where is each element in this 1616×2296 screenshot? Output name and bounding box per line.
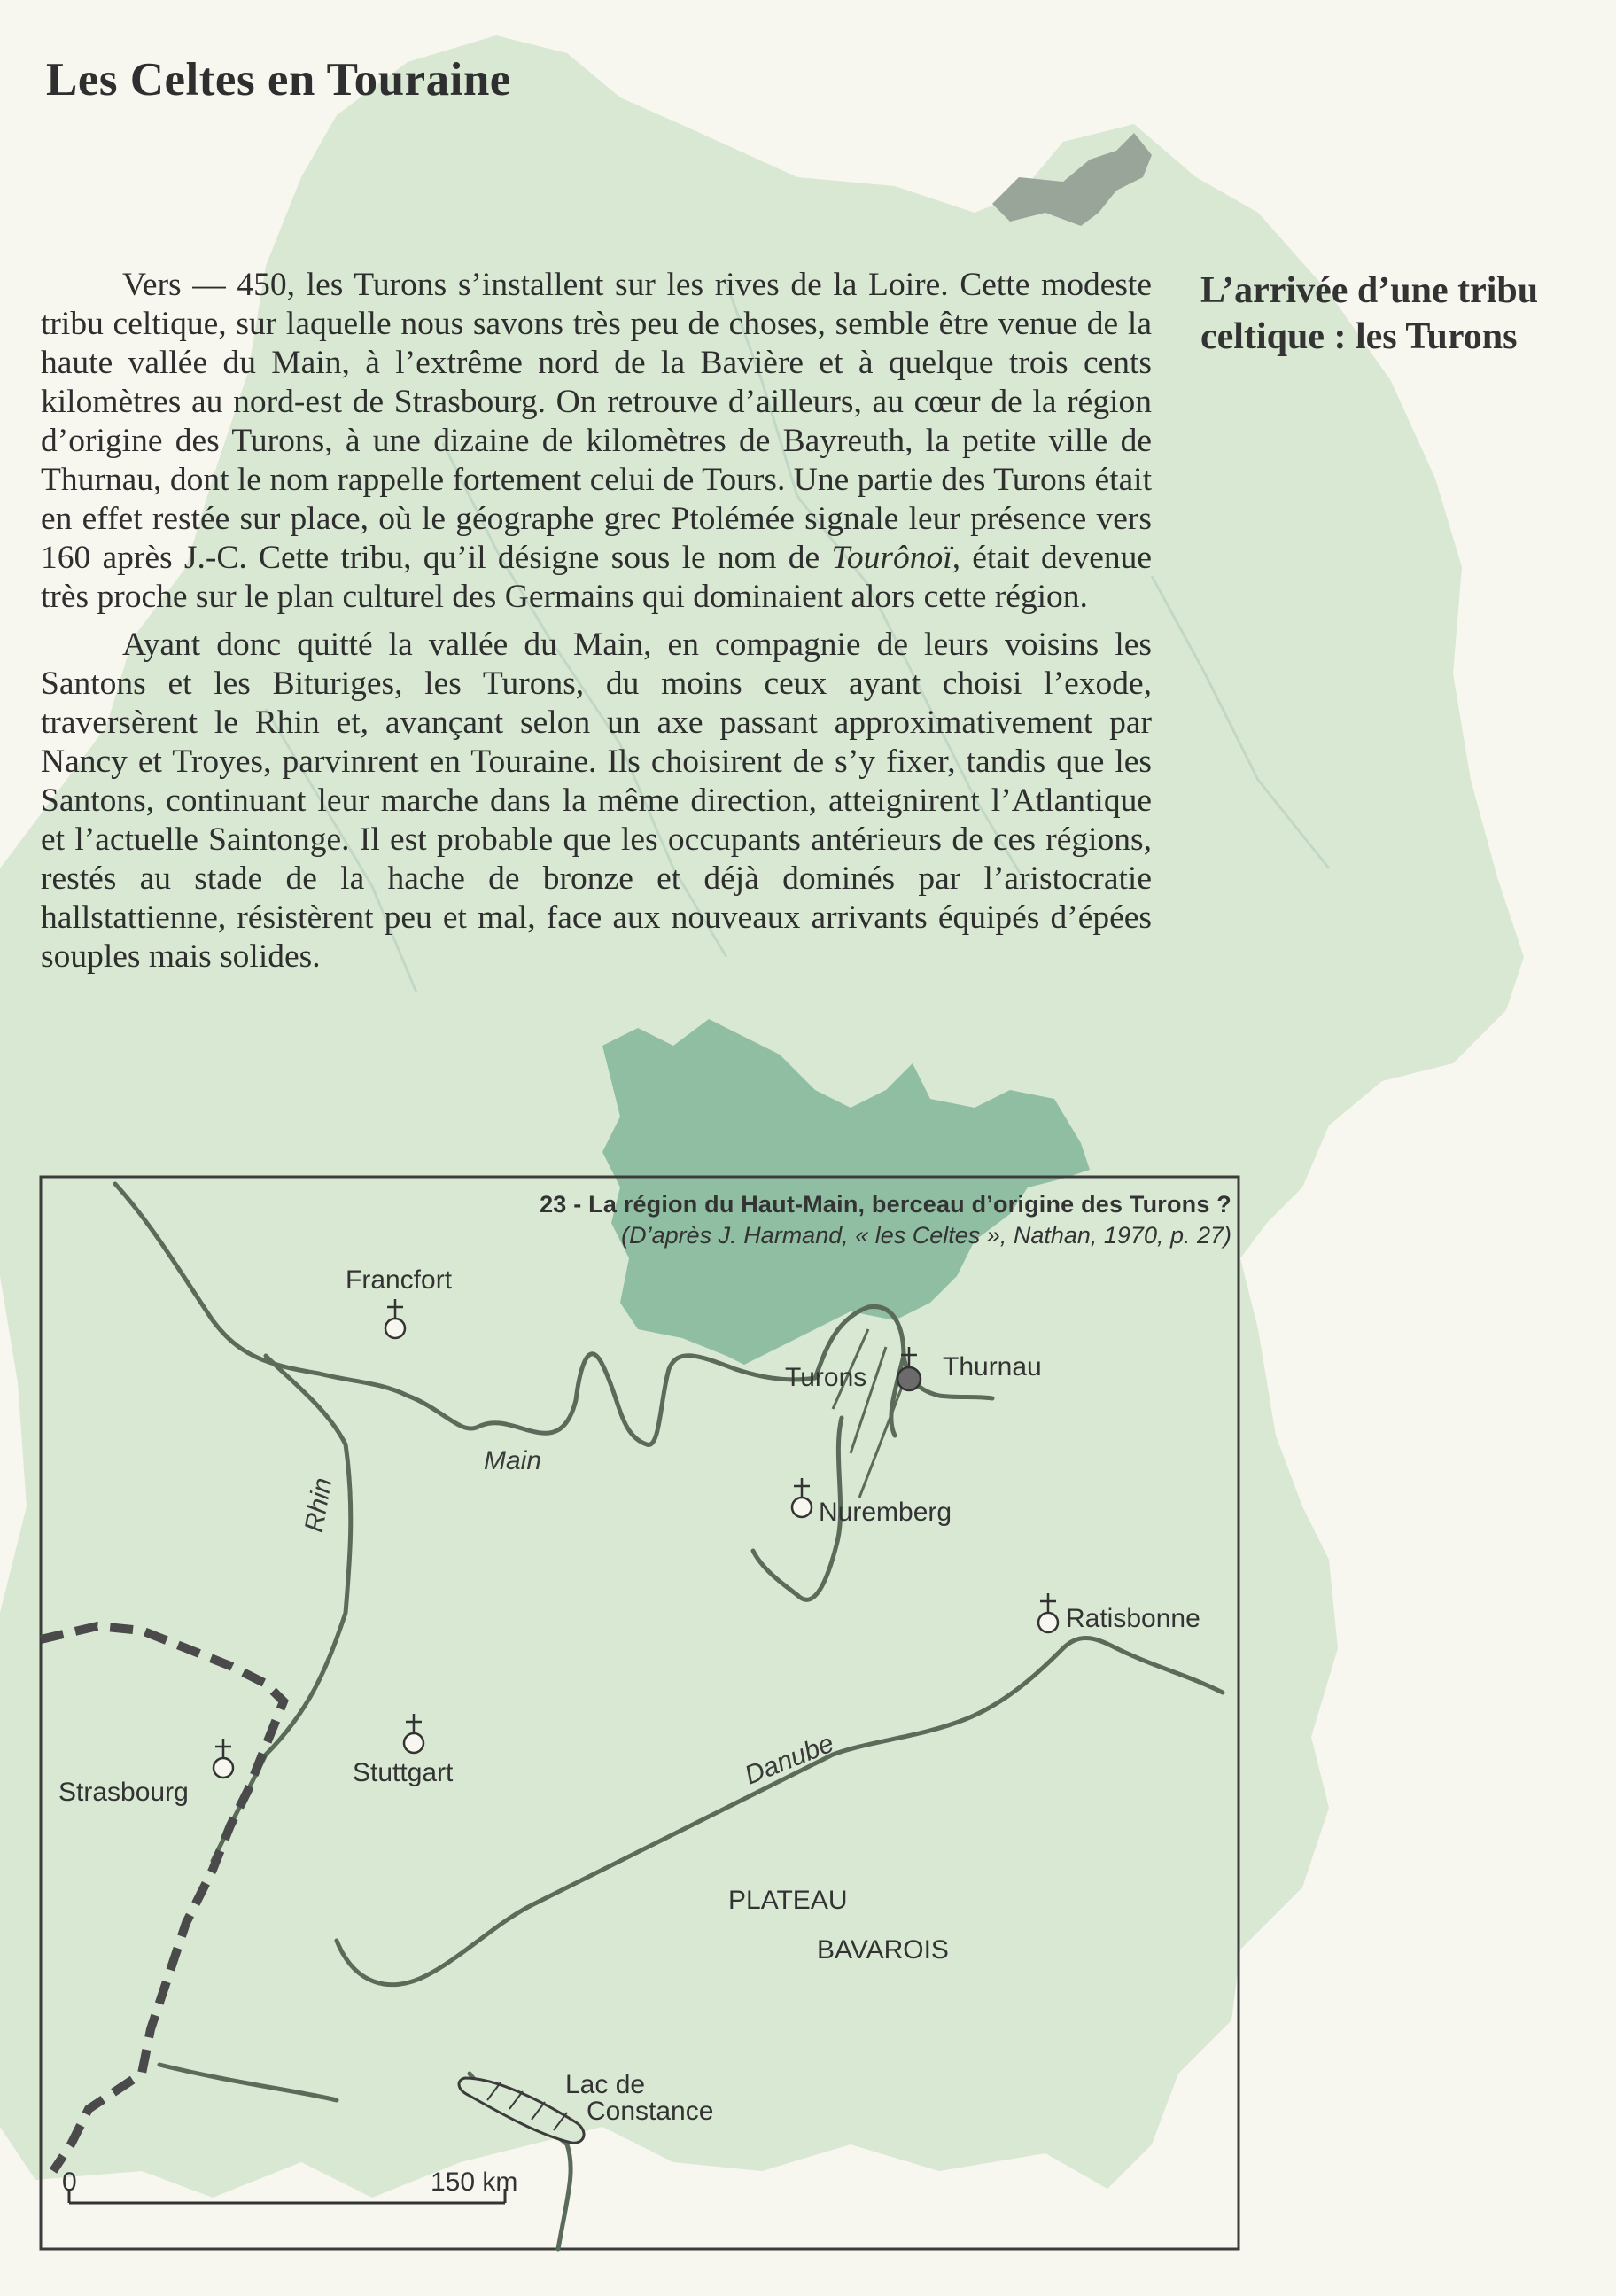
label-plateau: PLATEAU: [728, 1886, 848, 1915]
label-thurnau: Thurnau: [943, 1352, 1042, 1381]
map-caption-title: 23 - La région du Haut-Main, berceau d’origine des Turons ?: [540, 1191, 1231, 1218]
hatch-line: [859, 1382, 904, 1498]
city-symbols: [214, 1299, 1058, 1778]
paragraph-2: Ayant donc quitté la vallée du Main, en compagnie de leurs voisins les Santons et les Bituriges, les Turons, du moins ceux ayant choisi l’exode, traversèrent le Rhin et, avançant selon un axe passant approximativement par Nancy et Troyes, parvinrent en Touraine. Ils choisirent de s’y fixer, tandis que les Santons, continuant leur marche dans la même direction, atteignirent l’Atlantique et l’actuelle Saintonge. Il est probable que les occupants antérieurs de ces régions, restés au stade de la hache de bronze et déjà dominés par l’aristocratie hallstattienne, résistèrent peu et mal, face aux nouveaux arrivants équipés d’épées souples mais solides.: [41, 627, 1152, 975]
scale-end-label: 150 km: [431, 2168, 518, 2197]
label-danube-river: Danube: [741, 1728, 838, 1791]
paragraph-1-italic: Tourônoï,: [831, 540, 961, 576]
label-stuttgart: Stuttgart: [353, 1758, 454, 1787]
label-lac-de: Lac de: [565, 2070, 646, 2099]
francfort-city-icon: [385, 1299, 405, 1338]
map-caption-source: (D’après J. Harmand, « les Celtes », Nathan, 1970, p. 27): [621, 1222, 1231, 1249]
label-constance: Constance: [587, 2097, 714, 2126]
strasbourg-city-icon: [214, 1739, 233, 1778]
label-strasbourg: Strasbourg: [58, 1778, 189, 1807]
ratisbonne-city-icon: [1038, 1593, 1058, 1632]
map-caption: [540, 1191, 1231, 1249]
stuttgart-city-icon: [404, 1714, 423, 1753]
label-ratisbonne: Ratisbonne: [1066, 1604, 1200, 1633]
label-nuremberg: Nuremberg: [819, 1498, 952, 1527]
label-bavarois: BAVAROIS: [817, 1935, 949, 1965]
rhin-river: [213, 1356, 351, 1861]
rhine-south: [159, 2065, 337, 2100]
label-rhin-river: Rhin: [299, 1475, 338, 1535]
danube-river: [337, 1638, 1223, 1984]
scale-start-label: 0: [62, 2168, 77, 2197]
nuremberg-city-icon: [792, 1478, 812, 1517]
label-francfort: Francfort: [346, 1265, 453, 1295]
label-turons: Turons: [785, 1363, 867, 1392]
french-border: [41, 1626, 284, 2171]
label-main-river: Main: [484, 1446, 542, 1475]
paragraph-1-end: était devenue très proche sur le plan culturel des Germains qui dominaient alors cette région.: [41, 540, 1152, 615]
paragraph-1-text: Vers — 450, les Turons s’installent sur les rives de la Loire. Cette modeste tribu celtique, sur laquelle nous savons très peu de choses, semble être venue de la haute vallée du Main, à l’extrême nord de la Bavière et à quelque trois cents kilomètres au nord-est de Strasbourg. On retrouve d’ailleurs, au cœur de la région d’origine des Turons, à une dizaine de kilomètres de Bayreuth, la petite ville de Thurnau, dont le nom rappelle fortement celui de Tours. Une partie des Turons était en effet restée sur place, où le géographe grec Ptolémée signale leur présence vers 160 après J.-C. Cette tribu, qu’il désigne sous le nom de: [41, 267, 1152, 576]
page-title: Les Celtes en Touraine: [46, 54, 511, 105]
side-heading: L’arrivée d’une tribu celtique : les Turons: [1200, 270, 1539, 357]
